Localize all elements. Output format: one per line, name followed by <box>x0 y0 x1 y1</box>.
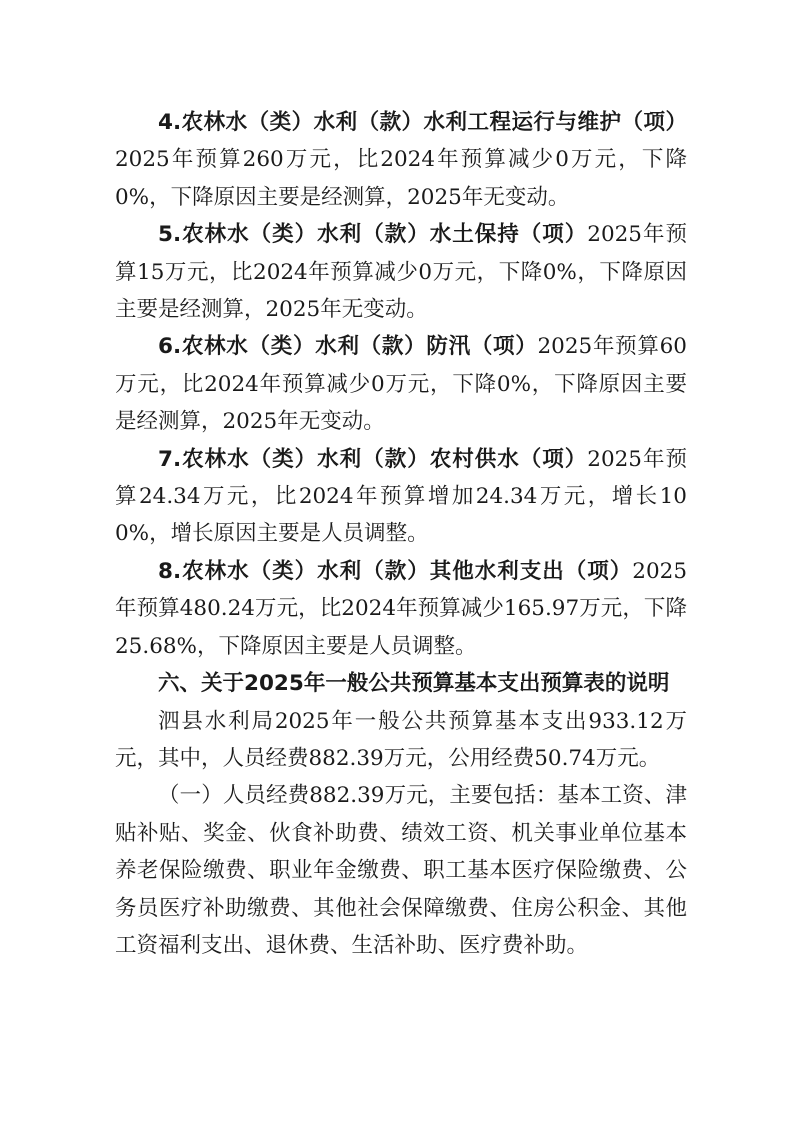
item-8-paragraph <box>115 553 687 665</box>
summary-paragraph: 泗县水利局2025年一般公共预算基本支出933.12万元，其中，人员经费882.39万元，公用经费50.74万元。 <box>115 708 687 771</box>
item-6-body: 2025年预算60万元，比2024年预算减少0万元，下降0%，下降原因主要是经测算，2025年无变动。 <box>115 334 687 435</box>
item-8-lead: 8.农林水（类）水利（款）其他水利支出（项） <box>158 558 633 584</box>
section-heading: 六、关于2025年一般公共预算基本支出预算表的说明 <box>158 671 670 697</box>
document-page <box>115 104 687 964</box>
item-6-paragraph <box>115 328 687 440</box>
item-6-lead: 6.农林水（类）水利（款）防汛（项） <box>158 334 538 360</box>
item-4-lead: 4.农林水（类）水利（款）水利工程运行与维护（项） <box>158 110 687 135</box>
item-7-body: 2025年预算24.34万元，比2024年预算增加24.34万元，增长100%，增长原因主要是人员调整。 <box>115 446 687 547</box>
item-8-body: 2025年预算480.24万元，比2024年预算减少165.97万元，下降25.68%，下降原因主要是人员调整。 <box>115 558 687 659</box>
item-5-lead: 5.农林水（类）水利（款）水土保持（项） <box>158 222 588 248</box>
item-5-paragraph <box>115 216 687 328</box>
item-5-body: 2025年预算15万元，比2024年预算减少0万元，下降0%，下降原因主要是经测算，2025年无变动。 <box>115 222 687 323</box>
item-7-lead: 7.农林水（类）水利（款）农村供水（项） <box>158 446 588 472</box>
item-4-body: 2025年预算260万元，比2024年预算减少0万元，下降0%，下降原因主要是经测算，2025年无变动。 <box>115 147 687 210</box>
item-7-paragraph <box>115 441 687 553</box>
item-4-paragraph <box>115 104 687 216</box>
personnel-paragraph: （一）人员经费882.39万元，主要包括：基本工资、津贴补贴、奖金、伙食补助费、绩效工资、机关事业单位基本养老保险缴费、职业年金缴费、职工基本医疗保险缴费、公务员医疗补助缴费、其他社会保障缴费、住房公积金、其他工资福利支出、退休费、生活补助、医疗费补助。 <box>115 783 687 958</box>
